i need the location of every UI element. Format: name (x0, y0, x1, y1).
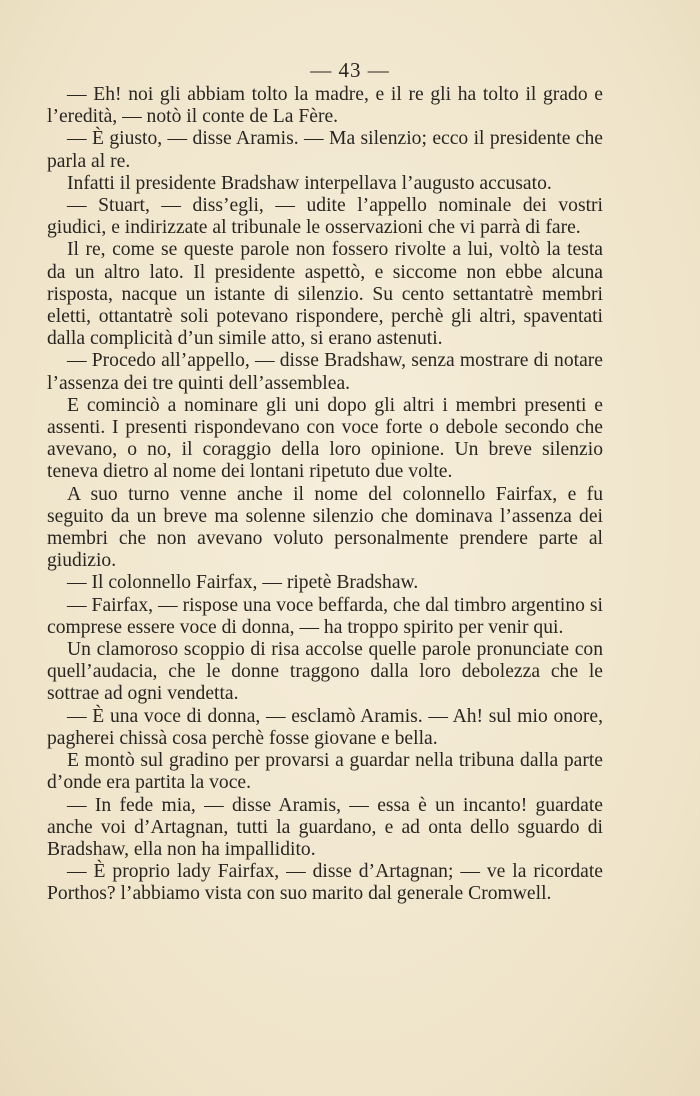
paragraph: E cominciò a nominare gli uni dopo gli altri i membri presenti e assenti. I presenti rispondevano con voce forte o debole secondo che avevano, o no, il coraggio della loro opinione. Un breve silenzio teneva dietro al nome dei lontani ripetuto due volte. (47, 394, 603, 483)
body-text (47, 84, 603, 906)
paragraph: — Eh! noi gli abbiam tolto la madre, e il re gli ha tolto il grado e l’eredità, — notò il conte de La Fère. (47, 84, 603, 128)
paragraph: — È giusto, — disse Aramis. — Ma silenzio; ecco il presidente che parla al re. (47, 128, 603, 172)
paragraph: — Fairfax, — rispose una voce beffarda, che dal timbro argentino si comprese essere voce di donna, — ha troppo spirito per venir qui. (47, 594, 603, 638)
paragraph: Il re, come se queste parole non fossero rivolte a lui, voltò la testa da un altro lato. Il presidente aspettò, e siccome non ebbe alcuna risposta, nacque un istante di silenzio. Su cento settantatrè membri eletti, ottantatrè soli potevano rispondere, perchè gli altri, spaventati dalla complicità d’un simile atto, si erano astenuti. (47, 239, 603, 350)
paragraph: — Procedo all’appello, — disse Bradshaw, senza mostrare di notare l’assenza dei tre quinti dell’assemblea. (47, 350, 603, 394)
paragraph: — È una voce di donna, — esclamò Aramis. — Ah! sul mio onore, pagherei chissà cosa perchè fosse giovane e bella. (47, 705, 603, 749)
paragraph: — È proprio lady Fairfax, — disse d’Artagnan; — ve la ricordate Porthos? l’abbiamo vista con suo marito dal generale Cromwell. (47, 861, 603, 905)
paragraph: Un clamoroso scoppio di risa accolse quelle parole pronunciate con quell’audacia, che le donne traggono dalla loro debolezza che le sottrae ad ogni vendetta. (47, 639, 603, 705)
paragraph: — Stuart, — diss’egli, — udite l’appello nominale dei vostri giudici, e indirizzate al tribunale le osservazioni che vi parrà di fare. (47, 195, 603, 239)
paragraph: — Il colonnello Fairfax, — ripetè Bradshaw. (67, 572, 419, 594)
paragraph: — In fede mia, — disse Aramis, — essa è un incanto! guardate anche voi d’Artagnan, tutti la guardano, e ad onta dello sguardo di Bradshaw, ella non ha impallidito. (47, 794, 603, 860)
paragraph: A suo turno venne anche il nome del colonnello Fairfax, e fu seguito da un breve ma solenne silenzio che dominava l’assenza dei membri che non avevano voluto personalmente prendere parte al giudizio. (47, 483, 603, 572)
paragraph: Infatti il presidente Bradshaw interpellava l’augusto accusato. (67, 172, 552, 194)
paragraph: E montò sul gradino per provarsi a guardar nella tribuna dalla parte d’onde era partita la voce. (47, 750, 603, 794)
page-number: — 43 — (310, 58, 390, 82)
